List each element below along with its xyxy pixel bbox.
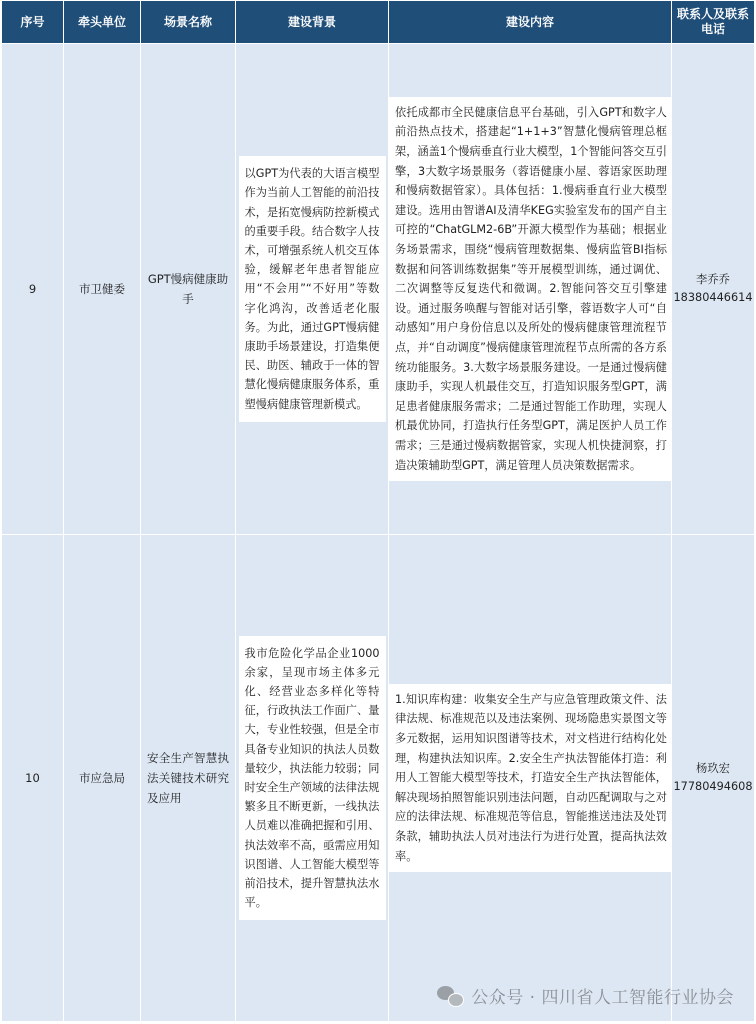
- cell-seq: 9: [2, 44, 64, 535]
- scene-text: GPT慢病健康助手: [147, 272, 229, 306]
- project-table: [1, 0, 755, 1022]
- wechat-icon: [437, 984, 465, 1006]
- content-text: 依托成都市全民健康信息平台基础，引入GPT和数字人前沿热点技术，搭建起“1+1+3”智慧化慢病管理总框架，涵盖1个慢病垂直行业大模型，1个智能问答交互引擎，3大数字场景服务（蓉语健康小屋、蓉语家医助理和慢病数据管家）。具体包括：1.慢病垂直行业大模型建设。选用由智谱AI及清华KEG实验室发布的国产自主可控的“ChatGLM2-6B”开源大模型作为基础；根据业务场景需求，围绕“慢病管理数据集、慢病监管BI指标数据和问答训练数据集”等开展模型训练，通过调优、二次调整等反复迭代和微调。2.智能问答交互引擎建设。通过服务唤醒与智能对话引擎，蓉语数字人可“自动感知”用户身份信息以及所处的慢病健康管理流程节点，并“自动调度”慢病健康管理流程节点所需的各方系统功能服务。3.大数字场景服务建设。一是通过慢病健康助手，实现人机最佳交互，打造知识服务型GPT，满足患者健康服务需求；二是通过智能工作助理，实现人机最优协同，打造执行任务型GPT，满足医护人员工作需求；三是通过慢病数据管家，实现人机快捷洞察，打造决策辅助型GPT，满足管理人员决策数据需求。: [389, 97, 673, 481]
- cell-scene: [141, 535, 236, 1022]
- cell-content: [389, 535, 672, 1022]
- cell-unit: 市卫健委: [64, 44, 141, 535]
- background-text: 以GPT为代表的大语言模型作为当前人工智能的前沿技术，是拓宽慢病防控新模式的重要手段。结合数字人技术，可增强系统人机交互体验，缓解老年患者智能应用“不会用”“不好用”等数字化鸿沟，改善适老化服务。为此，通过GPT慢病健康助手场景建设，打造集便民、助医、辅政于一体的智慧化慢病健康服务体系，重塑慢病健康管理新模式。: [239, 156, 386, 422]
- header-scene: 场景名称: [141, 1, 236, 44]
- cell-contact: [672, 535, 755, 1022]
- content-text: 1.知识库构建：收集安全生产与应急管理政策文件、法律法规、标准规范以及违法案例、现场隐患实景图文等多元数据，运用知识图谱等技术，对文档进行结构化处理，构建执法知识库。2.安全生产执法智能体打造：利用人工智能大模型等技术，打造安全生产执法智能体，解决现场拍照智能识别违法问题，自动匹配调取与之对应的法律法规、标准规范等信息，智能推送违法及处罚条款，辅助执法人员对违法行为进行处置，提高执法效率。: [389, 684, 673, 872]
- watermark-text: 公众号 · 四川省人工智能行业协会: [471, 987, 734, 1008]
- watermark: [437, 982, 734, 1008]
- cell-background: [236, 44, 389, 535]
- table-row: [2, 44, 755, 535]
- cell-unit: 市应急局: [64, 535, 141, 1022]
- header-unit: 牵头单位: [64, 1, 141, 44]
- header-row: [2, 1, 755, 44]
- contact-name: 李乔乔: [696, 273, 730, 286]
- cell-background: [236, 535, 389, 1022]
- scene-text: 安全生产智慧执法关键技术研究及应用: [147, 751, 229, 805]
- background-text: 我市危险化学品企业1000余家，呈现市场主体多元化、经营业态多样化等特征，行政执法工作面广、量大，专业性较强，但是全市具备专业知识的执法人员数量较少，执法能力较弱；同时安全生产领域的法律法规繁多且不断更新，一线执法人员难以准确把握和引用、执法效率不高，亟需应用知识图谱、人工智能大模型等前沿技术，提升智慧执法水平。: [239, 636, 386, 921]
- cell-seq: 10: [2, 535, 64, 1022]
- contact-name: 杨玖宏: [696, 762, 730, 775]
- cell-scene: [141, 44, 236, 535]
- header-seq: 序号: [2, 1, 64, 44]
- header-background: 建设背景: [236, 1, 389, 44]
- table-row: [2, 535, 755, 1022]
- header-content: 建设内容: [389, 1, 672, 44]
- contact-phone: 18380446614: [673, 291, 753, 304]
- cell-content: [389, 44, 672, 535]
- cell-contact: [672, 44, 755, 535]
- contact-phone: 17780494608: [673, 780, 753, 793]
- header-contact: 联系人及联系电话: [672, 1, 755, 44]
